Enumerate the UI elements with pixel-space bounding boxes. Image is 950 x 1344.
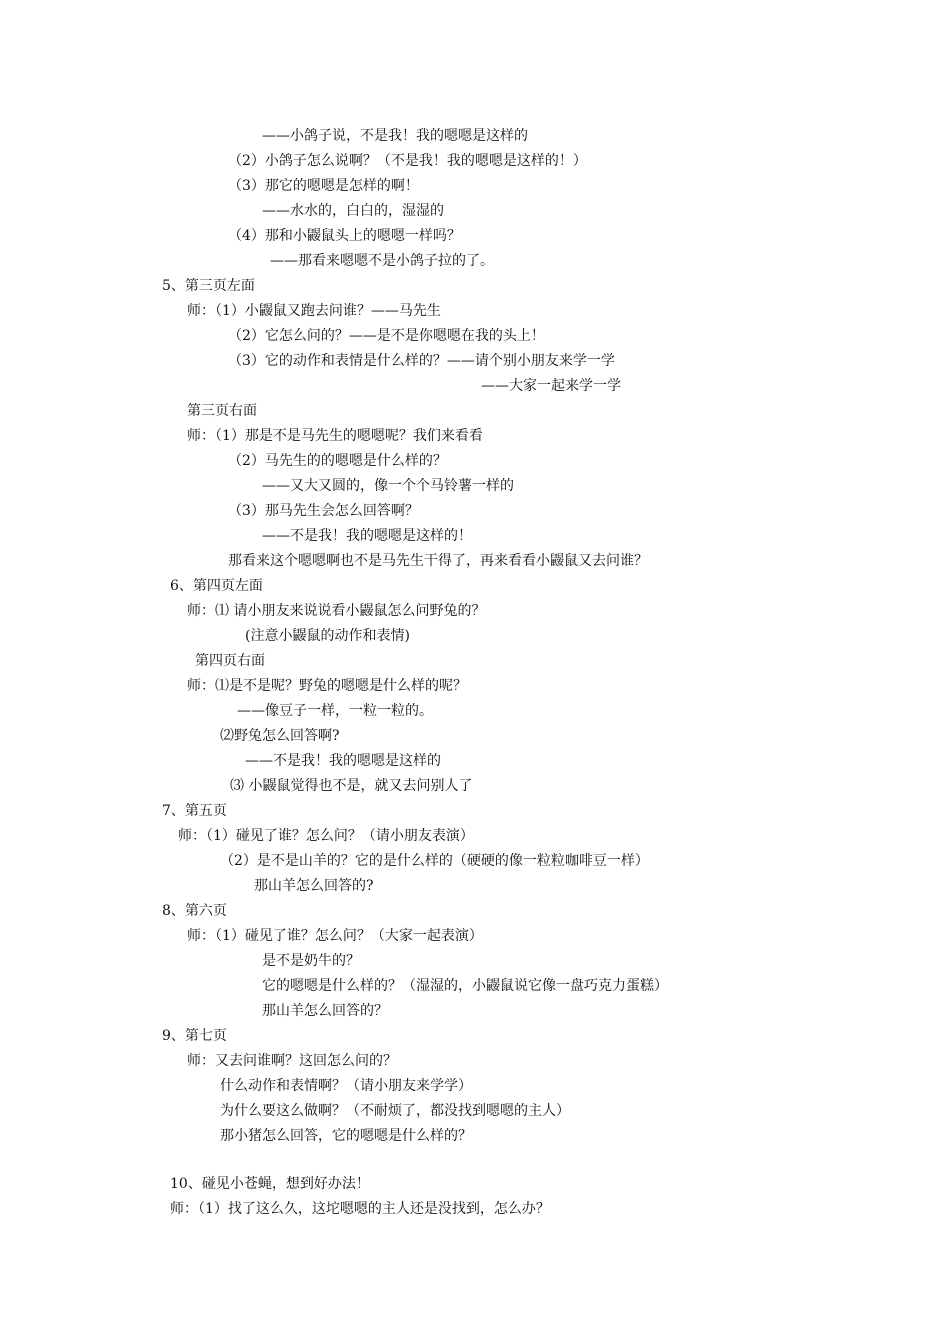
text-line: 为什么要这么做啊？（不耐烦了，都没找到嗯嗯的主人） <box>220 1103 570 1119</box>
section-heading: 9、第七页 <box>162 1028 227 1044</box>
text-line: ——不是我！我的嗯嗯是这样的！ <box>262 528 472 544</box>
text-line: 师：（1）碰见了谁？怎么问？（大家一起表演） <box>187 928 483 944</box>
text-line: 师：⑴ 请小朋友来说说看小鼹鼠怎么问野兔的？ <box>187 603 486 619</box>
text-line: （2）马先生的的嗯嗯是什么样的？ <box>228 453 447 469</box>
text-line: （3）那它的嗯嗯是怎样的啊！ <box>228 178 419 194</box>
text-line: 那山羊怎么回答的？ <box>262 1003 388 1019</box>
subsection-heading: 第四页右面 <box>195 653 265 669</box>
text-line: 师：⑴是不是呢？野兔的嗯嗯是什么样的呢？ <box>187 678 467 694</box>
text-line: 师：又去问谁啊？这回怎么问的？ <box>187 1053 397 1069</box>
text-line: （4）那和小鼹鼠头上的嗯嗯一样吗？ <box>228 228 461 244</box>
text-line: ——不是我！我的嗯嗯是这样的 <box>245 753 441 769</box>
section-heading: 6、第四页左面 <box>170 578 263 594</box>
text-line: （3）那马先生会怎么回答啊？ <box>228 503 419 519</box>
text-line: （2）是不是山羊的？它的是什么样的（硬硬的像一粒粒咖啡豆一样） <box>220 853 649 869</box>
subsection-heading: 第三页右面 <box>187 403 257 419</box>
text-line: （3）它的动作和表情是什么样的？——请个别小朋友来学一学 <box>228 353 615 369</box>
text-line: ⑶ 小鼹鼠觉得也不是，就又去问别人了 <box>230 778 473 794</box>
text-line: 什么动作和表情啊？（请小朋友来学学） <box>220 1078 472 1094</box>
text-line: 那小猪怎么回答，它的嗯嗯是什么样的？ <box>220 1128 472 1144</box>
section-heading: 10、碰见小苍蝇，想到好办法！ <box>170 1176 370 1192</box>
text-line: 是不是奶牛的？ <box>262 953 360 969</box>
text-line: ——又大又圆的，像一个个马铃薯一样的 <box>262 478 514 494</box>
text-line: 师：（1）那是不是马先生的嗯嗯呢？我们来看看 <box>187 428 483 444</box>
section-heading: 7、第五页 <box>162 803 227 819</box>
text-line: (注意小鼹鼠的动作和表情) <box>245 628 410 644</box>
text-line: 那山羊怎么回答的? <box>254 878 374 894</box>
text-line: ——像豆子一样，一粒一粒的。 <box>237 703 433 719</box>
text-line: 它的嗯嗯是什么样的？（湿湿的，小鼹鼠说它像一盘巧克力蛋糕） <box>262 978 668 994</box>
text-line: 师：（1）碰见了谁？怎么问？（请小朋友表演） <box>178 828 474 844</box>
text-line: ——那看来嗯嗯不是小鸽子拉的了。 <box>270 253 494 269</box>
text-line: 师：（1）找了这么久，这坨嗯嗯的主人还是没找到，怎么办？ <box>170 1201 550 1217</box>
section-heading: 5、第三页左面 <box>162 278 255 294</box>
text-line: （2）它怎么问的？——是不是你嗯嗯在我的头上！ <box>228 328 545 344</box>
text-line: 师：（1）小鼹鼠又跑去问谁？——马先生 <box>187 303 441 319</box>
text-line: ——水水的，白白的，湿湿的 <box>262 203 444 219</box>
text-line: ⑵野兔怎么回答啊? <box>220 728 340 744</box>
section-heading: 8、第六页 <box>162 903 227 919</box>
text-line: （2）小鸽子怎么说啊？（不是我！我的嗯嗯是这样的！） <box>228 153 587 169</box>
text-line: ——小鸽子说，不是我！我的嗯嗯是这样的 <box>262 128 528 144</box>
text-line: 那看来这个嗯嗯啊也不是马先生干得了，再来看看小鼹鼠又去问谁？ <box>228 553 648 569</box>
text-line: ——大家一起来学一学 <box>481 378 621 394</box>
